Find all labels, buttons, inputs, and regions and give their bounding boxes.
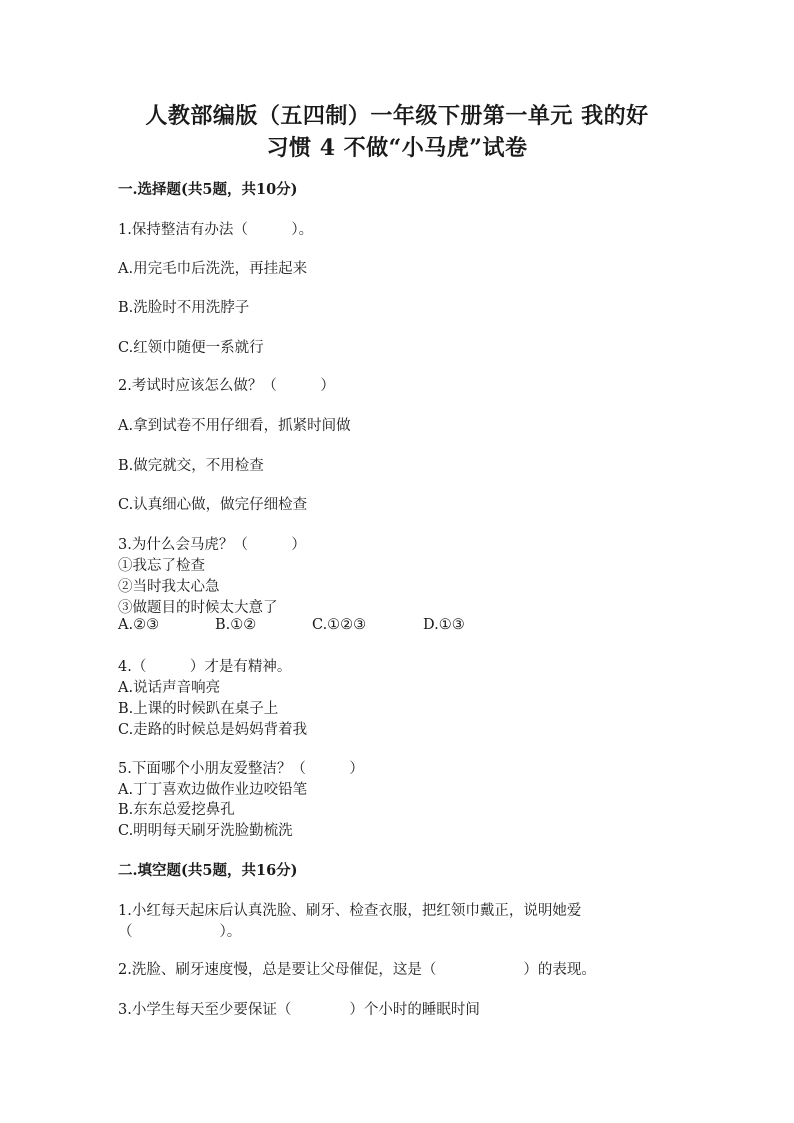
question-5-stem: 5.下面哪个小朋友爱整洁？（ ）	[118, 761, 364, 777]
question-4-option-c: C.走路的时候总是妈妈背着我	[118, 722, 308, 738]
page-title-line-1: 人教部编版（五四制）一年级下册第一单元 我的好	[145, 103, 649, 129]
fill-question-1-line-1: 1.小红每天起床后认真洗脸、刷牙、检查衣服，把红领巾戴正，说明她爱	[118, 903, 582, 919]
question-2-stem: 2.考试时应该怎么做？（ ）	[118, 378, 335, 394]
question-3-option-c: C.①②③	[312, 617, 367, 633]
fill-question-2: 2.洗脸、刷牙速度慢，总是要让父母催促，这是（ ）的表现。	[118, 962, 596, 978]
question-3-options	[118, 617, 465, 633]
question-5-option-b: B.东东总爱挖鼻孔	[118, 802, 235, 818]
question-4-option-a: A.说话声音响亮	[118, 680, 221, 696]
question-1-option-c: C.红领巾随便一系就行	[118, 340, 264, 356]
fill-question-3: 3.小学生每天至少要保证（ ）个小时的睡眠时间	[118, 1002, 480, 1018]
question-3-statement-3: ③做题目的时候太大意了	[118, 600, 278, 616]
section-heading-fill-in: 二.填空题(共5题，共16分)	[118, 862, 298, 879]
question-3-option-b: B.①②	[215, 617, 257, 633]
question-3-option-d: D.①③	[423, 617, 465, 633]
question-4-option-b: B.上课的时候趴在桌子上	[118, 701, 279, 717]
question-3-statement-1: ①我忘了检查	[118, 558, 205, 574]
section-heading-choice: 一.选择题(共5题，共10分)	[118, 181, 298, 198]
question-1-stem: 1.保持整洁有办法（ ）。	[118, 222, 314, 238]
page-title-line-2: 习惯 4 不做“小马虎”试卷	[266, 135, 528, 161]
question-3-stem: 3.为什么会马虎？（ ）	[118, 537, 306, 553]
question-1-option-b: B.洗脸时不用洗脖子	[118, 300, 250, 316]
question-2-option-c: C.认真细心做，做完仔细检查	[118, 497, 308, 513]
question-5-option-c: C.明明每天刷牙洗脸勤梳洗	[118, 823, 293, 839]
question-2-option-b: B.做完就交，不用检查	[118, 458, 264, 474]
question-2-option-a: A.拿到试卷不用仔细看，抓紧时间做	[118, 418, 351, 434]
question-3-option-a: A.②③	[118, 617, 160, 633]
question-5-option-a: A.丁丁喜欢边做作业边咬铅笔	[118, 782, 308, 798]
question-1-option-a: A.用完毛巾后洗洗，再挂起来	[118, 261, 308, 277]
question-4-stem: 4.（ ）才是有精神。	[118, 659, 292, 675]
fill-question-1-line-2: （ ）。	[118, 924, 242, 940]
question-3-statement-2: ②当时我太心急	[118, 579, 220, 595]
